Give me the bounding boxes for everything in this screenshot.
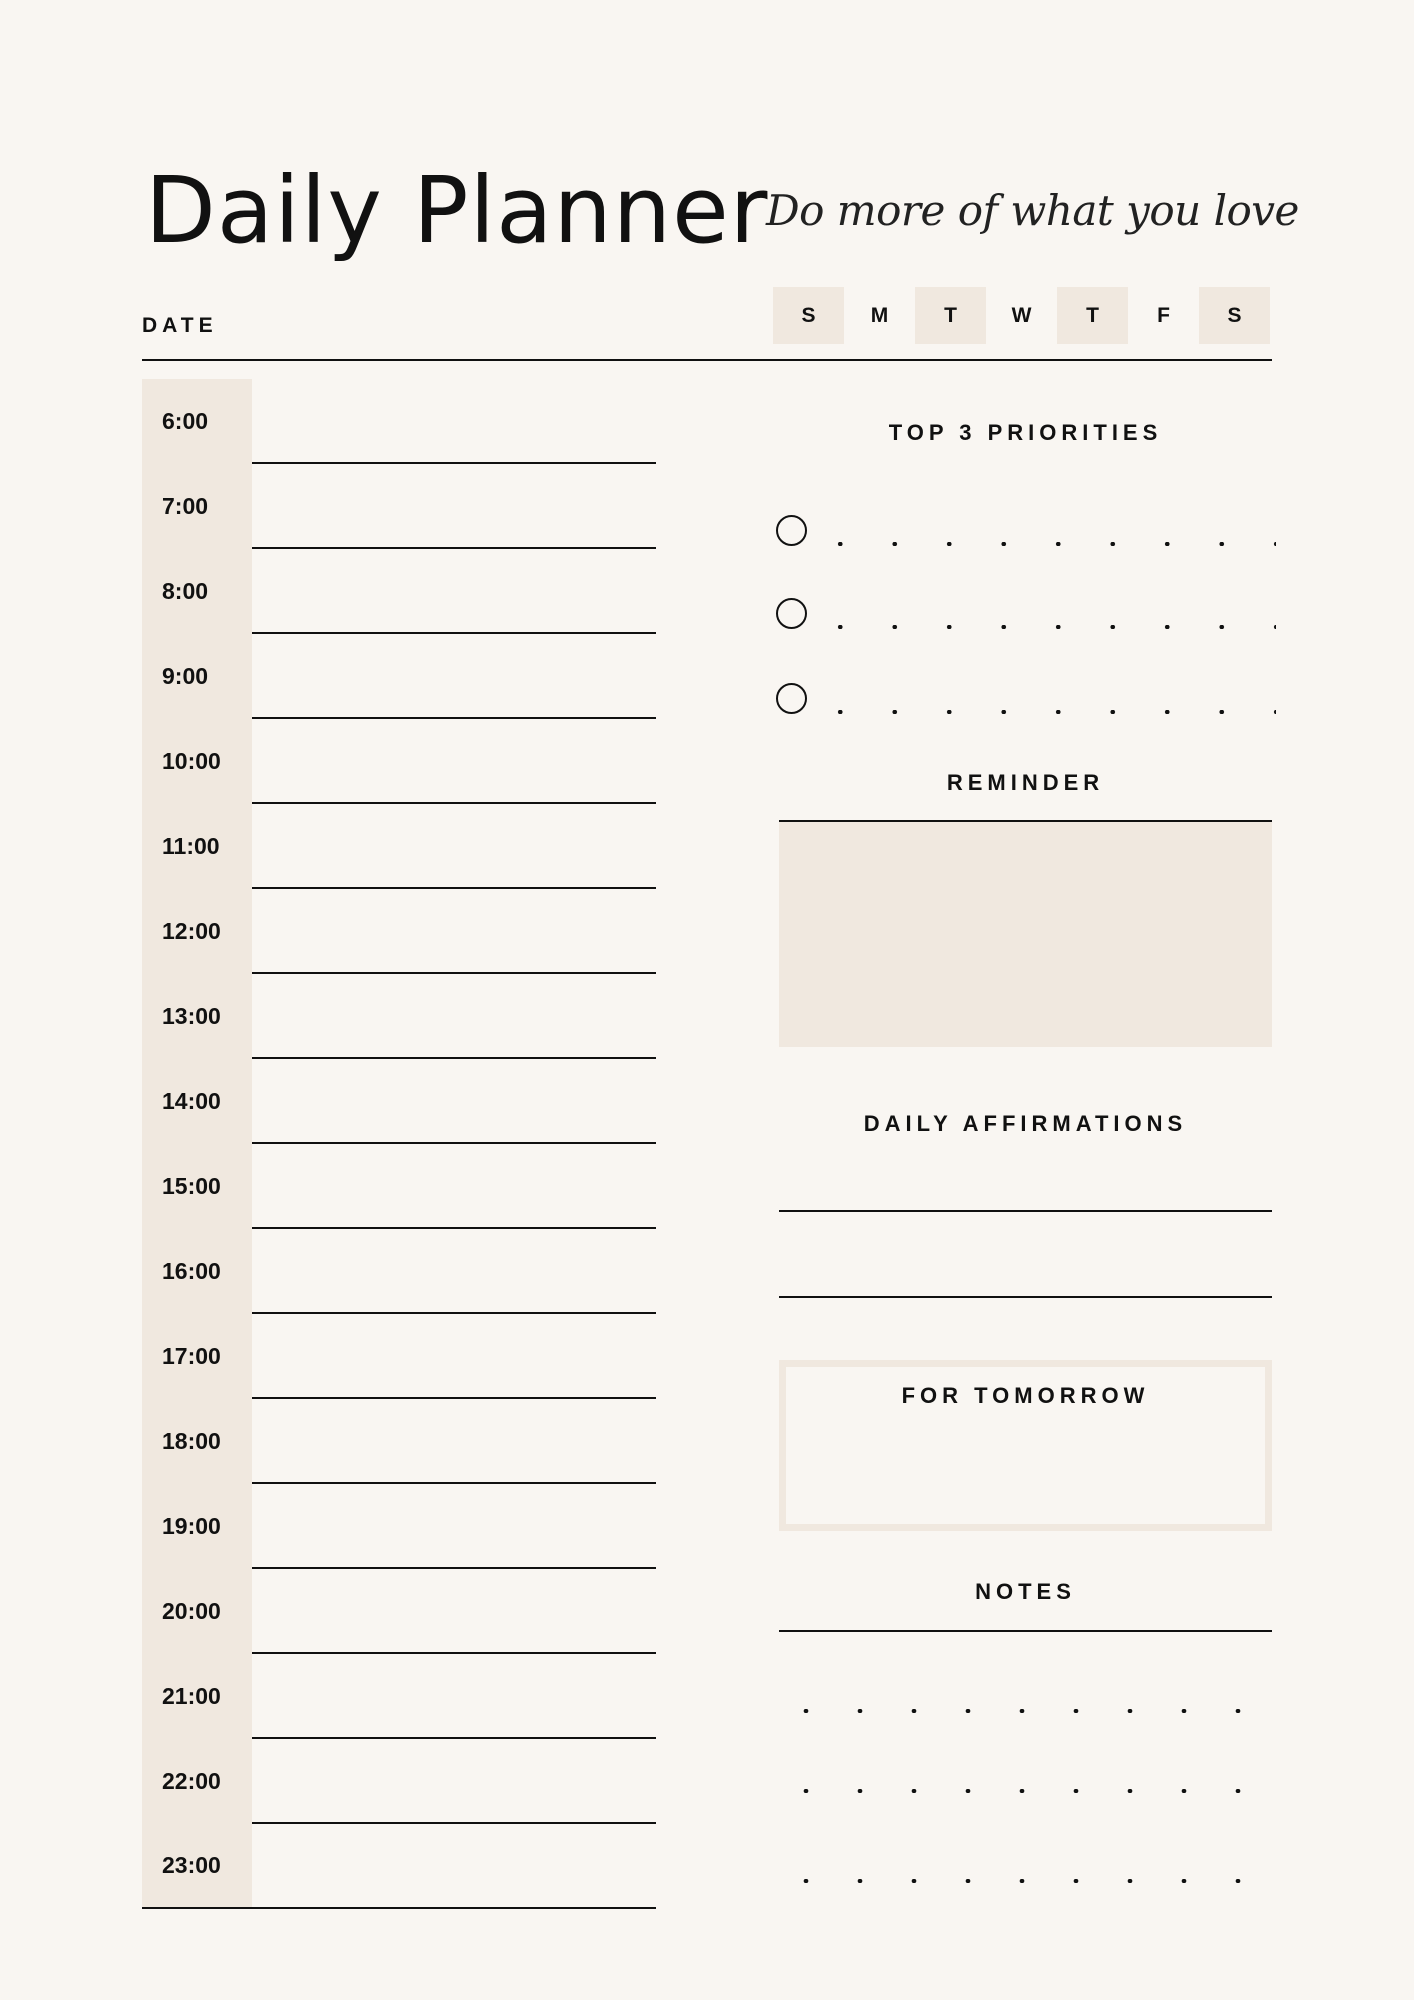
schedule-row[interactable] xyxy=(142,1229,656,1314)
reminder-heading: REMINDER xyxy=(946,770,1105,795)
schedule-row[interactable] xyxy=(142,1654,656,1739)
priority-item[interactable] xyxy=(776,510,1276,550)
priority-item[interactable] xyxy=(776,678,1276,718)
time-label: 10:00 xyxy=(142,719,252,804)
priorities-heading: TOP 3 PRIORITIES xyxy=(888,420,1163,445)
time-label: 15:00 xyxy=(142,1144,252,1229)
weekday-selector xyxy=(773,287,1270,344)
schedule-row[interactable] xyxy=(142,464,656,549)
schedule-row[interactable] xyxy=(142,974,656,1059)
dotted-line xyxy=(813,625,1276,629)
checkbox-circle-icon[interactable] xyxy=(776,683,807,714)
time-label: 14:00 xyxy=(142,1059,252,1144)
day-monday[interactable]: M xyxy=(870,303,889,327)
day-saturday[interactable]: S xyxy=(1199,287,1270,344)
schedule-row[interactable] xyxy=(142,1824,656,1909)
dotted-line xyxy=(813,710,1276,714)
schedule-row[interactable] xyxy=(142,719,656,804)
checkbox-circle-icon[interactable] xyxy=(776,598,807,629)
affirmations-heading: DAILY AFFIRMATIONS xyxy=(863,1111,1188,1136)
time-label: 18:00 xyxy=(142,1399,252,1484)
notes-dotted-line[interactable] xyxy=(779,1789,1276,1793)
checkbox-circle-icon[interactable] xyxy=(776,515,807,546)
day-wednesday[interactable]: W xyxy=(1011,303,1032,327)
time-label: 11:00 xyxy=(142,804,252,889)
time-label: 8:00 xyxy=(142,549,252,634)
schedule-row[interactable] xyxy=(142,1739,656,1824)
hourly-schedule xyxy=(142,379,656,1909)
time-label: 13:00 xyxy=(142,974,252,1059)
schedule-row[interactable] xyxy=(142,634,656,719)
schedule-row[interactable] xyxy=(142,549,656,634)
time-label: 20:00 xyxy=(142,1569,252,1654)
schedule-row[interactable] xyxy=(142,1569,656,1654)
time-label: 23:00 xyxy=(142,1824,252,1907)
time-label: 9:00 xyxy=(142,634,252,719)
schedule-row[interactable] xyxy=(142,1484,656,1569)
day-sunday[interactable]: S xyxy=(773,287,844,344)
header-divider xyxy=(142,359,1272,361)
time-label: 19:00 xyxy=(142,1484,252,1569)
dotted-line xyxy=(813,542,1276,546)
day-thursday[interactable]: T xyxy=(1057,287,1128,344)
notes-dotted-line[interactable] xyxy=(779,1709,1276,1713)
time-label: 16:00 xyxy=(142,1229,252,1314)
priority-item[interactable] xyxy=(776,593,1276,633)
reminder-box[interactable] xyxy=(779,820,1272,1047)
day-tuesday[interactable]: T xyxy=(915,287,986,344)
date-label: DATE xyxy=(142,314,218,337)
time-label: 22:00 xyxy=(142,1739,252,1824)
schedule-row[interactable] xyxy=(142,889,656,974)
schedule-row[interactable] xyxy=(142,1399,656,1484)
notes-dotted-line[interactable] xyxy=(779,1879,1276,1883)
day-friday[interactable]: F xyxy=(1157,303,1170,327)
time-label: 21:00 xyxy=(142,1654,252,1739)
page-title: Daily Planner xyxy=(145,157,769,264)
schedule-row[interactable] xyxy=(142,1144,656,1229)
notes-divider xyxy=(779,1630,1272,1632)
affirmation-line[interactable] xyxy=(779,1210,1272,1212)
notes-heading: NOTES xyxy=(975,1579,1076,1604)
time-label: 17:00 xyxy=(142,1314,252,1399)
tomorrow-heading: FOR TOMORROW xyxy=(901,1383,1150,1408)
time-label: 6:00 xyxy=(142,379,252,464)
affirmation-line[interactable] xyxy=(779,1296,1272,1298)
schedule-row[interactable] xyxy=(142,804,656,889)
motto-script: Do more of what you love xyxy=(766,186,1299,235)
schedule-row[interactable] xyxy=(142,379,656,464)
schedule-row[interactable] xyxy=(142,1059,656,1144)
time-label: 7:00 xyxy=(142,464,252,549)
time-label: 12:00 xyxy=(142,889,252,974)
schedule-row[interactable] xyxy=(142,1314,656,1399)
